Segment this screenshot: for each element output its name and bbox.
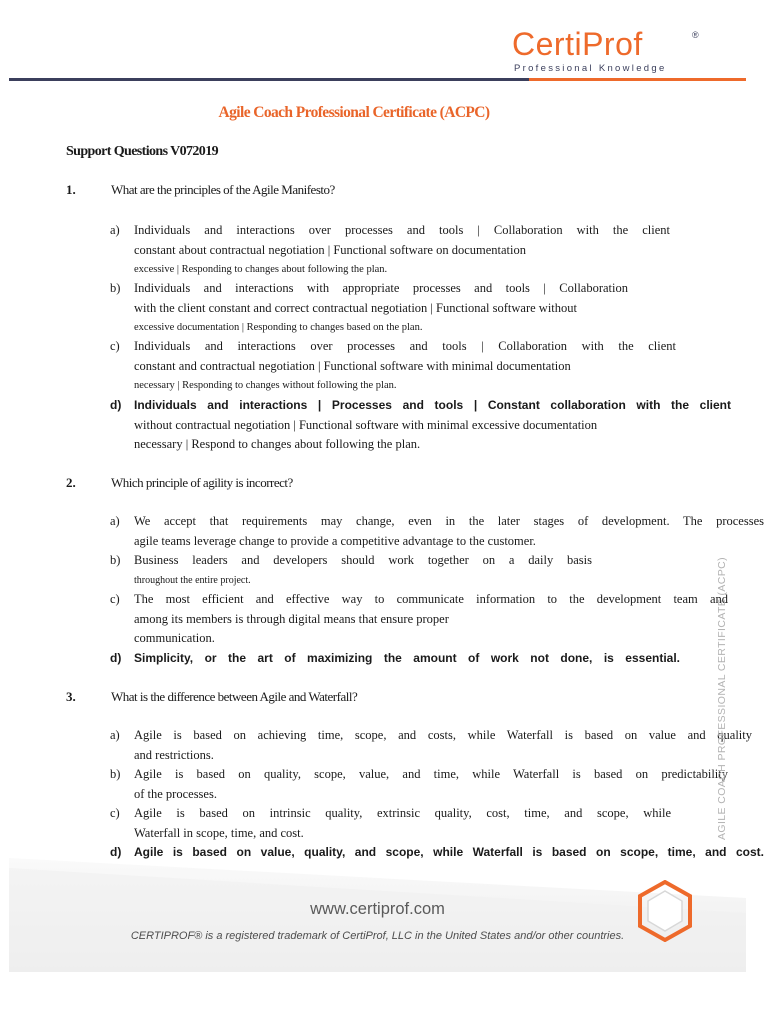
option-line: Business leaders and developers should work together on a daily basis	[134, 553, 592, 567]
question-1-text: What are the principles of the Agile Manifesto?	[111, 182, 335, 197]
option-letter: a)	[110, 728, 120, 742]
option-line: of the processes.	[134, 786, 217, 801]
footer-url: www.certiprof.com	[310, 900, 445, 918]
option-line: among its members is through digital means that ensure proper	[134, 611, 449, 626]
header-rule-navy	[9, 78, 529, 81]
option-line: without contractual negotiation | Functional software with minimal excessive documentation	[134, 417, 598, 432]
option-line: Agile is based on intrinsic quality, extrinsic quality, cost, time, and scope, while	[134, 806, 671, 820]
question-2-number: 2.	[66, 475, 76, 490]
option-line: Agile is based on value, quality, and scope, while Waterfall is based on scope, time, and cost.	[134, 845, 764, 859]
option-letter: a)	[110, 514, 120, 528]
option-line: Simplicity, or the art of maximizing the amount of work not done, is essential.	[134, 651, 680, 665]
option-line: Individuals and interactions with appropriate processes and tools | Collaboration	[134, 281, 628, 295]
question-1-number: 1.	[66, 182, 76, 197]
option-line: Individuals and interactions over processes and tools | Collaboration with the client	[134, 339, 676, 353]
option-line: The most efficient and effective way to communicate information to the development team and	[134, 592, 728, 606]
question-3-text: What is the difference between Agile and Waterfall?	[111, 689, 358, 704]
side-watermark: AGILE COACH PROFESSIONAL CERTIFICATE (ACPC)	[716, 556, 728, 840]
option-letter: b)	[110, 553, 121, 567]
header-rule-orange	[529, 78, 746, 81]
logo-wordmark: CertiProf	[512, 26, 643, 62]
option-line: throughout the entire project.	[134, 574, 251, 586]
option-line: We accept that requirements may change, even in the later stages of development. The processes	[134, 514, 764, 528]
option-line: excessive | Responding to changes about following the plan.	[134, 264, 388, 275]
option-line: necessary | Respond to changes about following the plan.	[134, 437, 421, 451]
option-letter: c)	[110, 592, 120, 606]
option-letter: c)	[110, 806, 120, 820]
logo-registered-mark: ®	[692, 30, 699, 40]
option-line: necessary | Responding to changes without following the plan.	[134, 380, 397, 391]
option-letter: b)	[110, 767, 121, 781]
option-line: Individuals and interactions | Processes and tools | Constant collaboration with the client	[134, 398, 731, 412]
document-title: Agile Coach Professional Certificate (ACPC)	[218, 104, 490, 121]
hexagon-logo-icon	[637, 880, 693, 942]
option-letter: a)	[110, 223, 120, 237]
question-3-number: 3.	[66, 689, 76, 704]
option-line: Agile is based on quality, scope, value, and time, while Waterfall is based on predictability	[134, 767, 728, 781]
option-line: Agile is based on achieving time, scope, and costs, while Waterfall is based on value and quality	[134, 728, 752, 742]
document-subtitle: Support Questions V072019	[66, 144, 219, 159]
option-letter: d)	[110, 398, 122, 412]
option-line: excessive documentation | Responding to changes based on the plan.	[134, 322, 423, 333]
footer-trademark: CERTIPROF® is a registered trademark of CertiProf, LLC in the United States and/or other countries.	[130, 930, 625, 942]
option-line: communication.	[134, 631, 215, 645]
option-letter: b)	[110, 281, 121, 295]
option-letter: d)	[110, 651, 122, 665]
certiprof-logo	[512, 26, 712, 76]
option-line: constant about contractual negotiation | Functional software on documentation	[134, 242, 526, 257]
option-line: constant and contractual negotiation | Functional software with minimal documentation	[134, 358, 571, 373]
option-letter: c)	[110, 339, 120, 353]
logo-tagline: Professional Knowledge	[514, 63, 667, 74]
option-line: Waterfall in scope, time, and cost.	[134, 825, 304, 840]
page-footer	[9, 858, 746, 972]
option-letter: d)	[110, 845, 122, 859]
option-line: Individuals and interactions over processes and tools | Collaboration with the client	[134, 223, 670, 237]
question-2-text: Which principle of agility is incorrect?	[111, 475, 293, 490]
option-line: and restrictions.	[134, 747, 214, 762]
option-line: agile teams leverage change to provide a competitive advantage to the customer.	[134, 533, 536, 548]
option-line: with the client constant and correct contractual negotiation | Functional software without	[134, 300, 577, 315]
